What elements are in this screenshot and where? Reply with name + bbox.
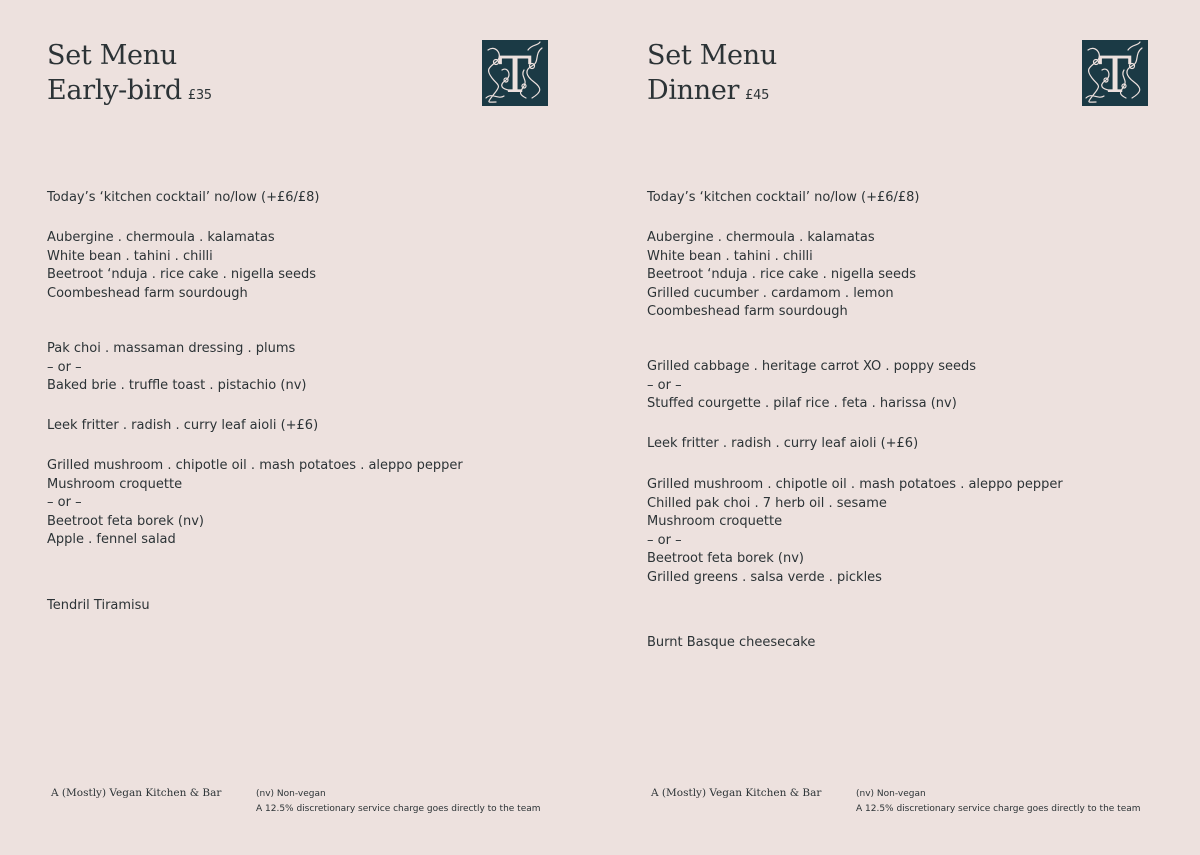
course-list <box>647 358 976 414</box>
menu-item: Grilled mushroom . chipotle oil . mash potatoes . aleppo pepper <box>47 458 463 473</box>
course-list <box>47 597 150 616</box>
menu-title <box>47 38 212 113</box>
menu-item: Tendril Tiramisu <box>47 598 150 613</box>
menu-item: Grilled cabbage . heritage carrot XO . poppy seeds <box>647 359 977 374</box>
course-list <box>647 476 1063 587</box>
svg-text:T: T <box>1098 46 1132 104</box>
footer-note: A 12.5% discretionary service charge goes directly to the team <box>856 804 1141 814</box>
course-list <box>47 417 318 436</box>
footer-notes <box>856 787 1141 817</box>
menu-page-dinner <box>600 0 1200 855</box>
footer-brand: A (Mostly) Vegan Kitchen & Bar <box>651 787 822 799</box>
menu-title-line: Set Menu <box>647 40 777 71</box>
course-list <box>647 435 918 454</box>
course-list <box>47 457 463 550</box>
menu-item: Burnt Basque cheesecake <box>647 635 816 650</box>
footer-brand: A (Mostly) Vegan Kitchen & Bar <box>51 787 222 799</box>
menu-item: Aubergine . chermoula . kalamatas <box>47 230 275 245</box>
menu-item: – or – <box>647 377 682 393</box>
course-list <box>47 189 320 208</box>
menu-item: – or – <box>647 532 682 548</box>
menu-item: Grilled mushroom . chipotle oil . mash potatoes . aleppo pepper <box>647 477 1063 492</box>
menu-item: Pak choi . massaman dressing . plums <box>47 341 296 356</box>
menu-item: – or – <box>47 495 82 510</box>
menu-item: Grilled cucumber . cardamom . lemon <box>647 285 894 301</box>
menu-item: Stuffed courgette . pilaf rice . feta . harissa (nv) <box>647 396 957 411</box>
menu-item: Beetroot ‘nduja . rice cake . nigella seeds <box>47 267 317 282</box>
menu-item: Beetroot ‘nduja . rice cake . nigella seeds <box>647 267 917 282</box>
menu-item: Coombeshead farm sourdough <box>647 304 848 319</box>
menu-item: White bean . tahini . chilli <box>647 248 813 264</box>
menu-subtitle: Early-bird <box>47 75 182 106</box>
footer-note: A 12.5% discretionary service charge goes directly to the team <box>256 804 541 814</box>
menu-title <box>647 38 777 113</box>
menu-item: Aubergine . chermoula . kalamatas <box>647 230 875 245</box>
menu-item: Baked brie . truffle toast . pistachio (nv) <box>47 378 307 393</box>
footer-note: (nv) Non-vegan <box>256 789 326 799</box>
menu-item: Chilled pak choi . 7 herb oil . sesame <box>647 495 887 511</box>
course-list <box>47 229 316 303</box>
course-list <box>647 229 916 322</box>
menu-item: Today’s ‘kitchen cocktail’ no/low (+£6/£8) <box>47 190 320 205</box>
menu-item: Grilled greens . salsa verde . pickles <box>647 569 882 585</box>
menu-item: Beetroot feta borek (nv) <box>47 513 204 529</box>
menu-item: – or – <box>47 359 82 375</box>
footer-notes <box>256 787 541 817</box>
menu-item: Coombeshead farm sourdough <box>47 285 248 301</box>
menu-item: Mushroom croquette <box>47 476 183 492</box>
menu-item: White bean . tahini . chilli <box>47 248 213 264</box>
menu-subtitle: Dinner <box>647 75 740 106</box>
tendril-t-monogram-icon <box>482 40 548 106</box>
menu-item: Leek fritter . radish . curry leaf aioli (+£6) <box>47 418 319 433</box>
course-list <box>647 189 920 208</box>
menu-item: Today’s ‘kitchen cocktail’ no/low (+£6/£8) <box>647 190 920 205</box>
menu-price: £35 <box>187 88 212 103</box>
menu-item: Apple . fennel salad <box>47 532 176 547</box>
footer-note: (nv) Non-vegan <box>856 789 926 799</box>
menu-item: Mushroom croquette <box>647 514 783 529</box>
course-list <box>647 634 815 653</box>
tendril-t-monogram-icon <box>1082 40 1148 106</box>
menu-title-line: Set Menu <box>47 40 177 71</box>
menu-subtitle-line <box>647 73 777 113</box>
menu-subtitle-line <box>47 73 212 113</box>
menu-item: Leek fritter . radish . curry leaf aioli (+£6) <box>647 436 919 451</box>
svg-text:T: T <box>498 46 532 104</box>
menu-price: £45 <box>745 88 770 103</box>
menu-item: Beetroot feta borek (nv) <box>647 551 804 566</box>
course-list <box>47 340 306 396</box>
